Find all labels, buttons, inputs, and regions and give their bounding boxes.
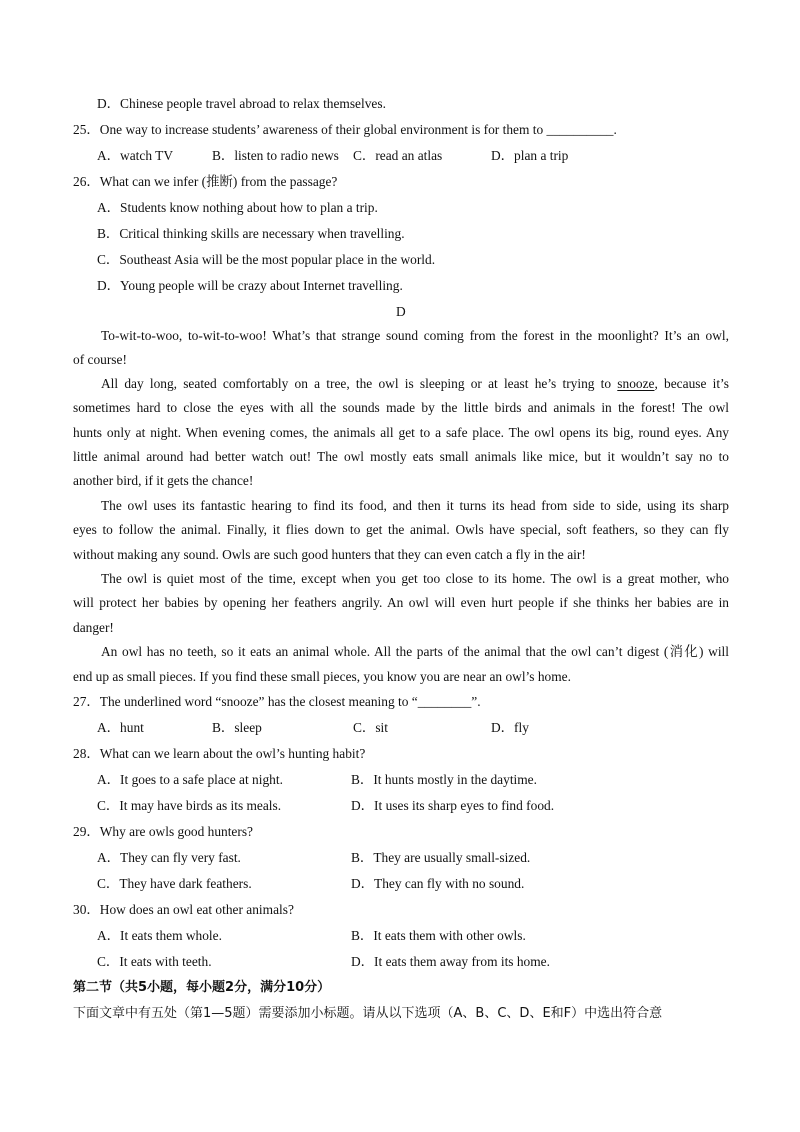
q25-blank: __________	[546, 122, 614, 137]
q29-option-b: B．They are usually small-sized.	[351, 850, 531, 865]
paragraph-line: sometimes hard to close the eyes with all the sounds made by the little birds and animals in the forest! The owl	[73, 400, 729, 415]
paragraph-line: of course!	[73, 352, 127, 367]
q25-stem-text: 25．One way to increase students’ awareness of their global environment is for them to	[73, 122, 547, 137]
q26-stem: 26．What can we infer (推断) from the passage?	[73, 174, 338, 189]
q29-option-c: C．They have dark feathers.	[97, 876, 252, 891]
q24-option-d: D．Chinese people travel abroad to relax themselves.	[97, 96, 386, 111]
q28-stem: 28．What can we learn about the owl’s hunting habit?	[73, 746, 366, 761]
paragraph-line: danger!	[73, 620, 114, 635]
paragraph-line: another bird, if it gets the chance!	[73, 473, 254, 488]
paragraph-line: The owl is quiet most of the time, except when you get too close to its home. The owl is a great mother, who	[101, 571, 729, 586]
paragraph-line: will protect her babies by opening her feathers angrily. An owl will even hurt people if she thinks her babies are in	[73, 595, 729, 610]
q27-option-d: D．fly	[491, 720, 529, 735]
paragraph-line: An owl has no teeth, so it eats an animal whole. All the parts of the animal that the owl can’t digest (消化) will	[101, 644, 729, 659]
paragraph-text: All day long, seated comfortably on a tree, the owl is sleeping or at least he’s trying to	[101, 376, 618, 391]
q30-stem: 30．How does an owl eat other animals?	[73, 902, 294, 917]
paragraph-line: without making any sound. Owls are such good hunters that they can even catch a fly in the air!	[73, 547, 586, 562]
q25-option-d: D．plan a trip	[491, 148, 569, 163]
section-heading: 第二节（共5小题，每小题2分，满分10分）	[73, 980, 331, 995]
q25-option-a: A．watch TV	[97, 148, 173, 163]
underlined-word: snooze	[617, 376, 655, 391]
q30-option-a: A．It eats them whole.	[97, 928, 222, 943]
paragraph-line: end up as small pieces. If you find these small pieces, you know you are near an owl’s home.	[73, 669, 571, 684]
q28-option-c: C．It may have birds as its meals.	[97, 798, 282, 813]
q25-stem-end: .	[613, 122, 617, 137]
paragraph-line: little animal around had better watch out! The owl mostly eats small animals like mice, but it wouldn’t say no to	[73, 449, 729, 464]
q27-option-c: C．sit	[353, 720, 388, 735]
q28-option-a: A．It goes to a safe place at night.	[97, 772, 283, 787]
q25-option-c: C．read an atlas	[353, 148, 443, 163]
paragraph-line: hunts only at night. When evening comes, the animals all get to a safe place. The owl opens its big, round eyes. Any	[73, 425, 729, 440]
q30-option-d: D．It eats them away from its home.	[351, 954, 550, 969]
q28-option-d: D．It uses its sharp eyes to find food.	[351, 798, 555, 813]
paragraph-line: The owl uses its fantastic hearing to find its food, and then it turns its head from side to side, using its sharp	[101, 498, 729, 513]
paragraph-line-with-underline	[101, 375, 729, 393]
q27-stem: 27．The underlined word “snooze” has the closest meaning to “________”.	[73, 694, 481, 709]
q27-option-a: A．hunt	[97, 720, 144, 735]
paragraph-line: To-wit-to-woo, to-wit-to-woo! What’s that strange sound coming from the forest in the moonlight? It’s an owl,	[101, 328, 729, 343]
q29-stem: 29．Why are owls good hunters?	[73, 824, 253, 839]
paragraph-line: eyes to follow the animal. Finally, it flies down to get the animal. Owls have special, soft feathers, so they can fly	[73, 522, 729, 537]
q26-option-a: A．Students know nothing about how to plan a trip.	[97, 200, 378, 215]
q26-option-b: B．Critical thinking skills are necessary when travelling.	[97, 226, 405, 241]
q30-option-b: B．It eats them with other owls.	[351, 928, 526, 943]
q25-option-b: B．listen to radio news	[212, 148, 339, 163]
q28-option-b: B．It hunts mostly in the daytime.	[351, 772, 537, 787]
q26-option-d: D．Young people will be crazy about Internet travelling.	[97, 278, 403, 293]
section-instruction: 下面文章中有五处（第1—5题）需要添加小标题。请从以下选项（A、B、C、D、E和F）中选出符合意	[73, 1006, 663, 1021]
q26-option-c: C．Southeast Asia will be the most popular place in the world.	[97, 252, 436, 267]
q25-stem	[73, 121, 617, 139]
q27-option-b: B．sleep	[212, 720, 262, 735]
q29-option-d: D．They can fly with no sound.	[351, 876, 525, 891]
paragraph-text: , because it’s	[654, 376, 729, 391]
q30-option-c: C．It eats with teeth.	[97, 954, 212, 969]
q29-option-a: A．They can fly very fast.	[97, 850, 241, 865]
passage-heading: D	[396, 304, 406, 319]
